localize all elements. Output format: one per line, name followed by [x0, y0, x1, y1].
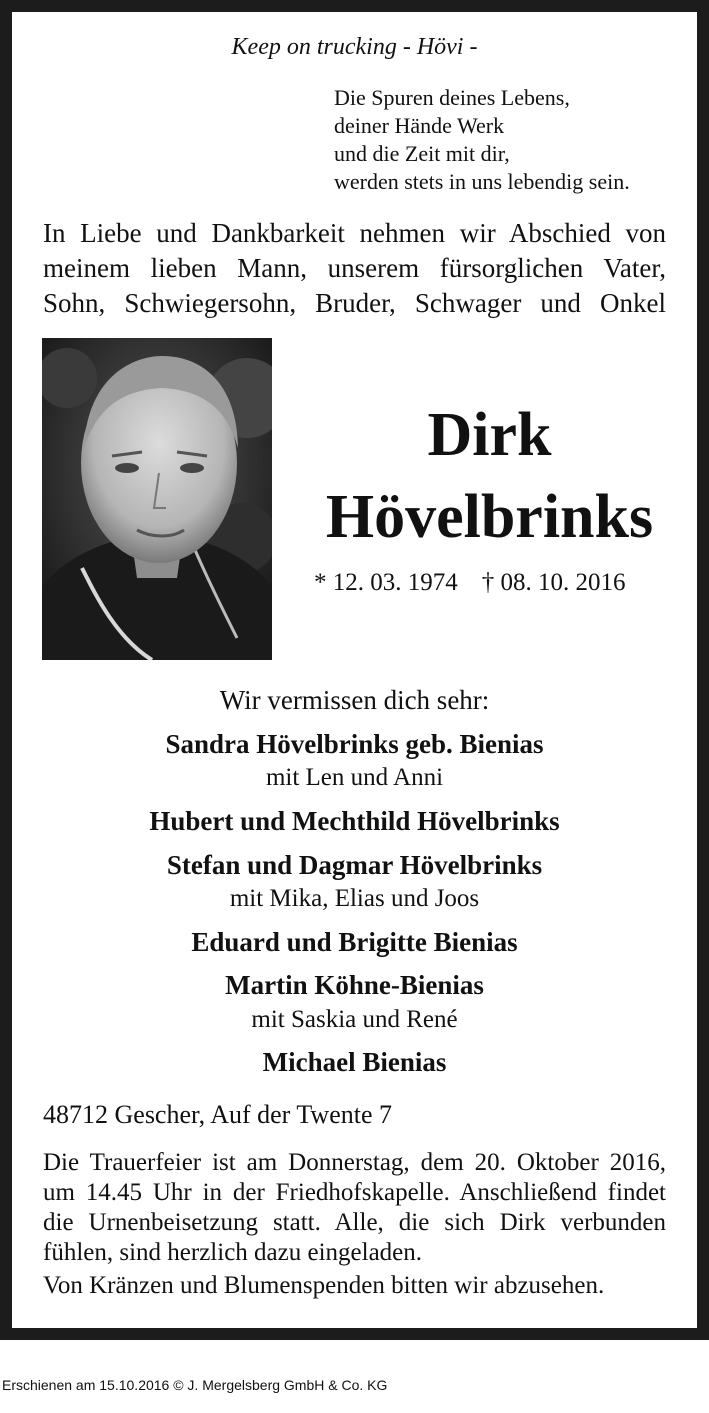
funeral-line: fühlen, sind herzlich dazu eingeladen. — [43, 1239, 423, 1266]
death-date: † 08. 10. 2016 — [481, 569, 626, 596]
funeral-line: um 14.45 Uhr in der Friedhofskapelle. Anschließend findet — [43, 1179, 666, 1206]
funeral-line: die Urnenbeisetzung statt. Alle, die sich Dirk verbunden — [43, 1209, 666, 1236]
poem-line: und die Zeit mit dir, — [334, 141, 510, 166]
mourner-sub: mit Len und Anni — [265, 764, 444, 791]
poem-line: werden stets in uns lebendig sein. — [334, 169, 630, 194]
mourner-name: Stefan und Dagmar Hövelbrinks — [166, 850, 543, 880]
birth-date: * 12. 03. 1974 — [314, 569, 458, 596]
obituary-card — [12, 12, 697, 1328]
mourner-name: Martin Köhne-Bienias — [225, 970, 484, 1000]
intro-line: meinem lieben Mann, unserem fürsorglichen Vater, — [43, 253, 666, 283]
address: 48712 Gescher, Auf der Twente 7 — [43, 1100, 393, 1129]
mourner-name: Hubert und Mechthild Hövelbrinks — [149, 806, 560, 836]
mourner-sub: mit Saskia und René — [251, 1006, 458, 1033]
funeral-line: Die Trauerfeier ist am Donnerstag, dem 20. Oktober 2016, — [43, 1149, 666, 1176]
intro-line: In Liebe und Dankbarkeit nehmen wir Abschied von — [43, 218, 666, 248]
poem-line: Die Spuren deines Lebens, — [334, 85, 570, 110]
flowers-note: Von Kränzen und Blumenspenden bitten wir abzusehen. — [43, 1272, 605, 1299]
motto: Keep on trucking - Hövi - — [231, 34, 478, 60]
mourner-name: Eduard und Brigitte Bienias — [191, 927, 518, 957]
deceased-first-name: Dirk — [427, 401, 552, 469]
mourner-name: Sandra Hövelbrinks geb. Bienias — [165, 729, 544, 759]
life-dates — [314, 569, 626, 597]
mourner-sub: mit Mika, Elias und Joos — [229, 885, 480, 912]
poem — [334, 84, 630, 196]
deceased-last-name: Hövelbrinks — [325, 483, 654, 551]
publication-footer: Erschienen am 15.10.2016 © J. Mergelsberg GmbH & Co. KG — [2, 1377, 388, 1393]
portrait-photo — [42, 338, 272, 660]
intro-text — [43, 216, 666, 321]
mourners-heading: Wir vermissen dich sehr: — [219, 685, 490, 715]
mourner-name: Michael Bienias — [262, 1047, 447, 1077]
funeral-info — [43, 1148, 666, 1268]
intro-line: Sohn, Schwiegersohn, Bruder, Schwager und Onkel — [43, 288, 666, 318]
poem-line: deiner Hände Werk — [334, 113, 505, 138]
